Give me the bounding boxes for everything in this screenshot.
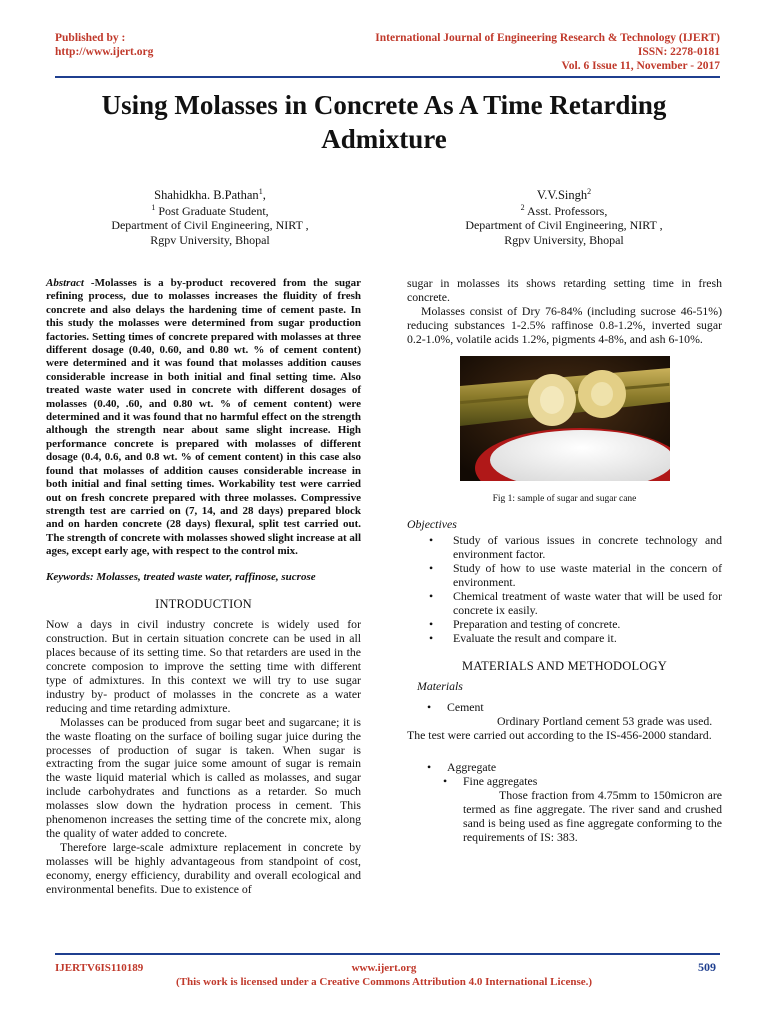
author-univ: Rgpv University, Bhopal bbox=[150, 232, 270, 247]
publisher-link[interactable]: http://www.ijert.org bbox=[55, 46, 154, 58]
intro-paragraph-3-continued: sugar in molasses its shows retarding setting time in fresh concrete. bbox=[407, 276, 722, 304]
list-item: • Study of how to use waste material in the concern of environment. bbox=[407, 562, 722, 590]
abstract-label: Abstract bbox=[46, 277, 84, 289]
publisher-block bbox=[55, 31, 153, 59]
fine-aggregates-label: Fine aggregates bbox=[463, 774, 538, 789]
left-column bbox=[46, 277, 361, 896]
intro-paragraph-4: Molasses consist of Dry 76-84% (including sucrose 46-51%) reducing substances 1-2.5% raffinose 0.8-1.2%, inverted sugar 0.2-1.0%, volatile acids 1.2%, pigments 4-8%, and ash 6-10%. bbox=[407, 303, 722, 346]
list-item-fine-aggregates bbox=[407, 775, 722, 789]
cement-test-text: The test were carried out according to the IS-456-2000 standard. bbox=[407, 728, 712, 743]
intro-paragraph-1: Now a days in civil industry concrete is widely used for construction. But in certain situation concrete can be used in all places because of its setting time. So that retarders are used in the concrete composion to improve the setting time with different type of admixtures. In this context we will try to use sugar industry by- product of molasses in the concrete as a water reducing and time retarding admixture. bbox=[46, 617, 361, 715]
author-block-1: Shahidkha. B.Pathan$^1$, $^1$ Post Graduate Student, Department of Civil Engineering, NIRT , Rgpv University, Bhopal bbox=[70, 188, 350, 247]
author-name: Shahidkha. B.Pathan bbox=[154, 188, 259, 202]
abstract-text: -Molasses is a by-product recovered from the sugar refining process, due to molasses increases the fluidity of fresh concrete and also delays the hardening time of cement paste. In this study the molasses were determined from sugar production factories. Setting times of concrete prepared with molasses at three different dosage (0.40, 0.60, and 0.80 wt. % of cement content) were determined and it was found that molasses addition causes considerable increase in both initial and final setting time. Also treated waste water used in concrete with different dosages of molasses (0.40, .60, and 0.80 wt. % of cement content) were determined and it was found that no harmful effect on the strength although the strength near about same slight increase. High performance concrete is prepared with molasses of different dosage (0.4, 0.6, and 0.8 wt. % of cement content) in this case also found that molasses of addition causes considerable increase in both initial and final setting times. Workability test were carried out on fresh concrete prepared with three molasses. Compressive strength test are carried on (7, 14, and 28 days) prepared block and on harden concrete (28 days) flexural, split test carried out. The strength of concrete with molasses showed slight increase at all ages, except early age, with respect to the control mix. bbox=[46, 277, 361, 558]
author-block-2 bbox=[430, 188, 698, 247]
cement-text: Ordinary Portland cement 53 grade was used. bbox=[497, 714, 713, 729]
journal-block bbox=[375, 31, 720, 73]
affil-sup: 2 bbox=[520, 202, 525, 212]
journal-name: International Journal of Engineering Research & Technology (IJERT) bbox=[375, 32, 720, 44]
list-item-aggregate: • Aggregate bbox=[407, 761, 722, 775]
list-item: • Study of various issues in concrete technology and environment factor. bbox=[407, 534, 722, 562]
intro-paragraph-3: Therefore large-scale admixture replacement in concrete by molasses will be highly advantageous from standpoint of cost, economy, energy efficiency, durability and overall ecological and environmental benefits. Due to existence of bbox=[46, 839, 361, 896]
materials-subheading: Materials bbox=[417, 678, 463, 693]
list-item: • Chemical treatment of waste water that will be used for concrete ix easily. bbox=[407, 590, 722, 618]
fine-aggregate-text: Those fraction from 4.75mm to 150micron are termed as fine aggregate. The river sand and crushed sand is being used as fine aggregate conforming to the requirements of IS: 383. bbox=[463, 787, 722, 844]
author-sup: 1 bbox=[258, 186, 263, 196]
issn: ISSN: 2278-0181 bbox=[637, 46, 720, 58]
affil-sup: 1 bbox=[151, 202, 156, 212]
list-item: • Preparation and testing of concrete. bbox=[407, 618, 722, 632]
figure-sugar-cane-photo bbox=[460, 356, 670, 481]
keywords: Keywords: Molasses, treated waste water, raffinose, sucrose bbox=[46, 570, 316, 583]
author-name: V.V.Singh bbox=[536, 188, 588, 202]
section-heading-materials: MATERIALS AND METHODOLOGY bbox=[462, 658, 667, 673]
author-dept: Department of Civil Engineering, NIRT , bbox=[111, 218, 309, 232]
section-heading-introduction: INTRODUCTION bbox=[155, 597, 252, 612]
cement-list bbox=[407, 701, 722, 715]
figure-caption: Fig 1: sample of sugar and sugar cane bbox=[492, 493, 637, 504]
aggregate-list bbox=[407, 761, 722, 775]
abstract bbox=[46, 277, 361, 559]
author-univ: Rgpv University, Bhopal bbox=[504, 232, 624, 247]
objectives-heading: Objectives bbox=[407, 517, 457, 532]
right-column bbox=[407, 277, 722, 845]
paper-id: IJERTV6IS110189 bbox=[55, 962, 144, 974]
author-dept: Department of Civil Engineering, NIRT , bbox=[465, 218, 663, 232]
list-item-cement: • Cement bbox=[407, 701, 722, 715]
author-role: Post Graduate Student, bbox=[158, 203, 269, 218]
license-notice: (This work is licensed under a Creative Commons Attribution 4.0 International License.) bbox=[175, 976, 593, 988]
sugar-cane-photo bbox=[460, 356, 670, 481]
footer-link[interactable]: www.ijert.org bbox=[351, 962, 417, 974]
intro-paragraph-2: Molasses can be produced from sugar beet and sugarcane; it is the waste floating on the surface of boiling sugar juice during the processes of production of sugar is taken. When sugar is extracting from the sugar juice some amount of sugar is remain the waste liquid material which is called as molasses, and sugar include carbohydrates and functions as a retarder. So much molasses slow down the hydration process in cement. This phenomenon increases the setting time of the concrete mix, along the quality of water added to concrete. bbox=[46, 714, 361, 840]
header-rule bbox=[55, 76, 720, 78]
fine-aggregate-list bbox=[407, 775, 722, 789]
published-by-label: Published by : bbox=[55, 32, 126, 44]
author-sup: 2 bbox=[587, 186, 592, 196]
author-role: Asst. Professors, bbox=[527, 203, 608, 218]
footer-rule bbox=[55, 953, 720, 955]
page-number: 509 bbox=[698, 960, 716, 974]
list-item: • Evaluate the result and compare it. bbox=[407, 632, 722, 646]
paper-title: Using Molasses in Concrete As A Time Retarding Admixture bbox=[101, 90, 667, 154]
objectives-list bbox=[407, 534, 722, 645]
volume-issue: Vol. 6 Issue 11, November - 2017 bbox=[561, 60, 720, 72]
